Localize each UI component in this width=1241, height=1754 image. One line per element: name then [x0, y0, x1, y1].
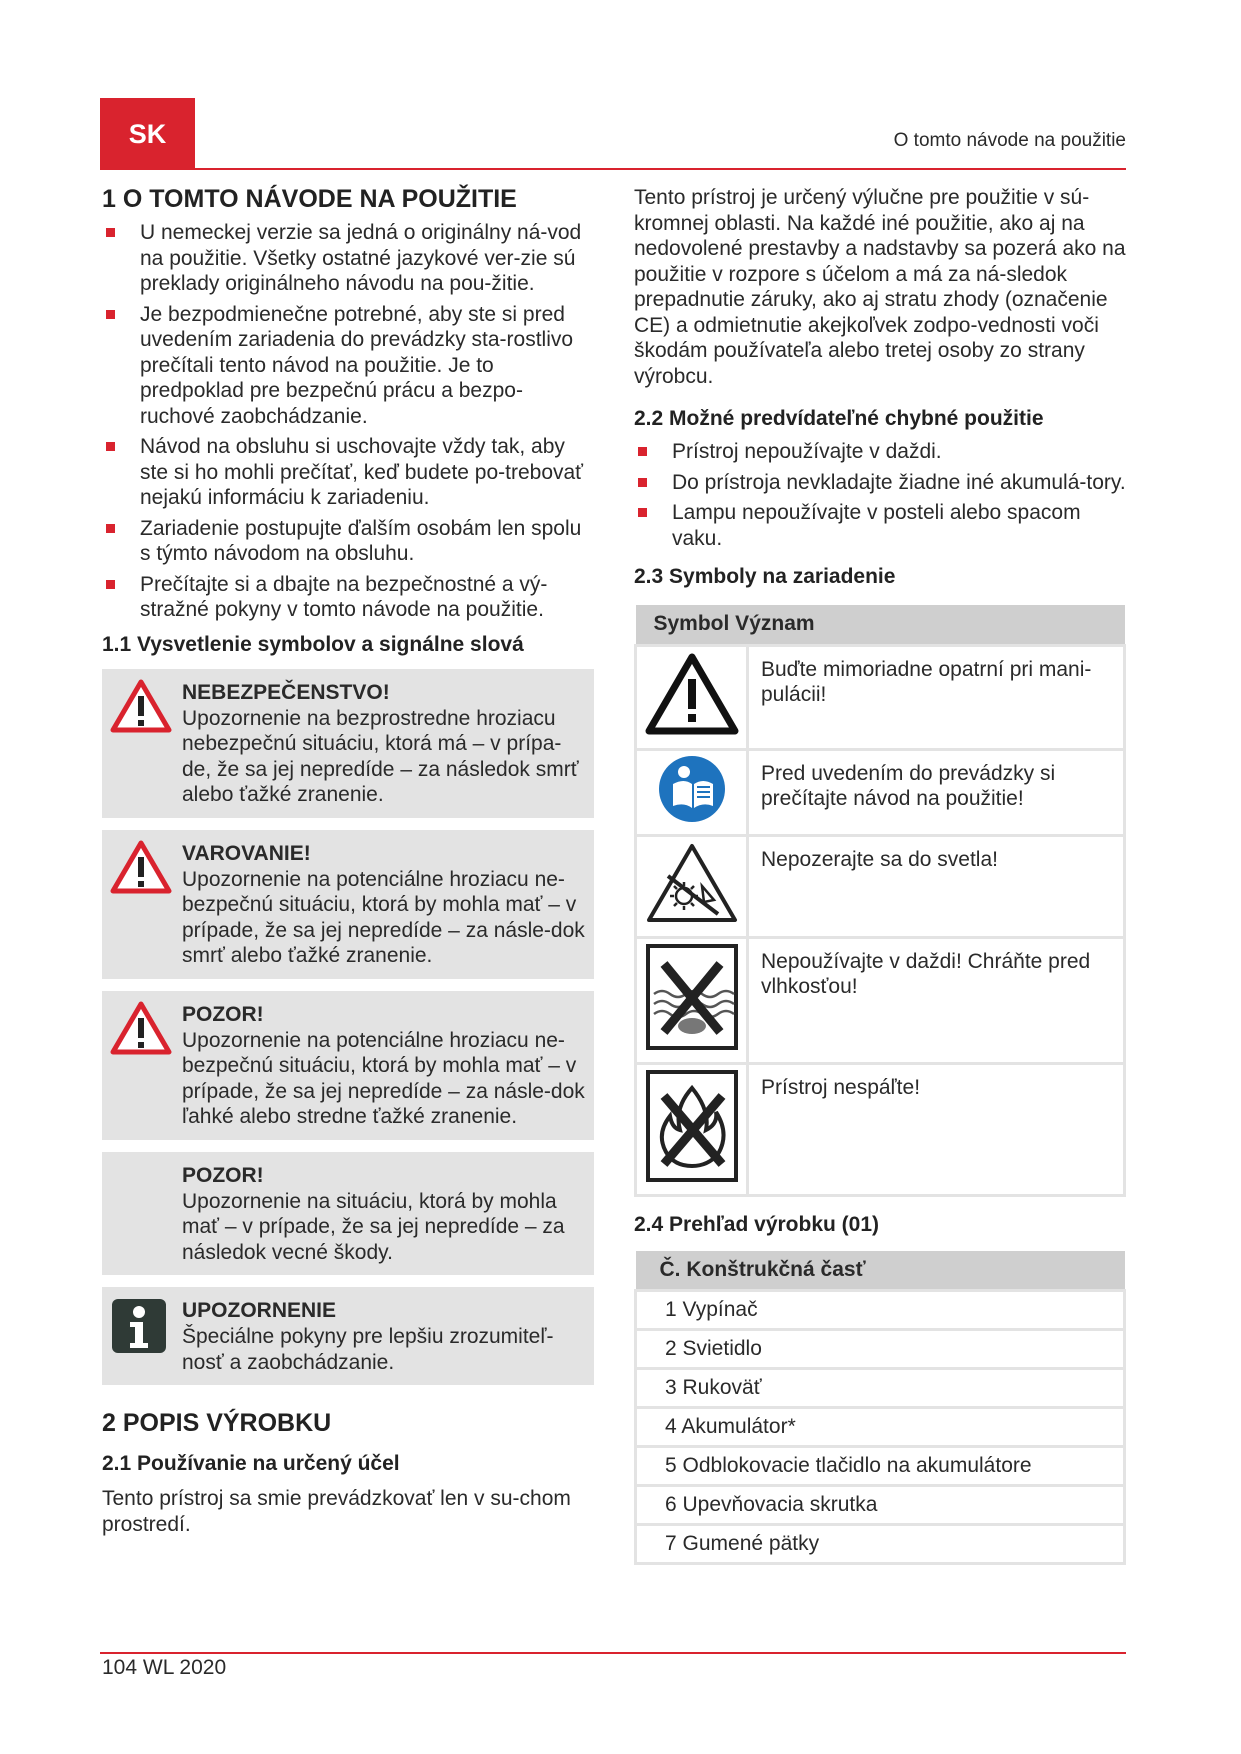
table-row [636, 1486, 1125, 1525]
table-cell: 5 Odblokovacie tlačidlo na akumulátore [636, 1447, 1125, 1486]
caution-property-title: POZOR! [182, 1163, 264, 1187]
footer-rule [100, 1652, 1126, 1654]
warning-text: Upozornenie na potenciálne hroziacu ne-bezpečnú situáciu, ktorá by mohla mať – v prípade, že sa jej nepredíde – za násle-dok smrť alebo ťažké zranenie. [182, 867, 585, 967]
list-item: Prístroj nepoužívajte v daždi. [634, 439, 1126, 465]
parts-table-header: Č. Konštrukčná časť [636, 1251, 1125, 1291]
notice-box [102, 1287, 594, 1385]
symbol-meaning: Nepozerajte sa do svetla! [748, 835, 1125, 937]
list-item: Je bezpodmienečne potrebné, aby ste si pred uvedením zariadenia do prevádzky sta-rostlivo prečítali tento návod na použitie. Je to predpoklad pre bezpečnú prácu a bezpo-ruchové zaobchádzanie. [102, 302, 594, 430]
table-cell: 3 Rukoväť [636, 1369, 1125, 1408]
list-item: Zariadenie postupujte ďalším osobám len spolu s týmto návodom na obsluhu. [102, 516, 594, 567]
warning-triangle-icon [110, 1001, 182, 1130]
table-row [636, 749, 1125, 835]
table-row [636, 1447, 1125, 1486]
running-header: O tomto návode na použitie [893, 130, 1126, 151]
table-row [636, 1408, 1125, 1447]
danger-text: Upozornenie na bezprostredne hroziacu nebezpečnú situáciu, ktorá má – v prípa-de, že sa jej nepredíde – za následok smrť alebo ťažké zranenie. [182, 706, 579, 806]
table-cell: 2 Svietidlo [636, 1330, 1125, 1369]
info-icon [110, 1297, 182, 1375]
caution-text: Upozornenie na potenciálne hroziacu ne-bezpečnú situáciu, ktorá by mohla mať – v prípade, že sa jej nepredíde – za násle-dok ľahké alebo stredne ťažké zranenie. [182, 1028, 585, 1128]
table-row [636, 937, 1125, 1063]
read-manual-icon [636, 749, 748, 835]
danger-box [102, 669, 594, 818]
section-2-1-text: Tento prístroj sa smie prevádzkovať len v su-chom prostredí. [102, 1487, 571, 1536]
section-1-heading: 1 O TOMTO NÁVODE NA POUŽITIE [102, 185, 517, 213]
list-item: U nemeckej verzie sa jedná o originálny ná-vod na použitie. Všetky ostatné jazykové ver-zie sú preklady originálneho návodu na pou-žitie. [102, 220, 594, 297]
misuse-bullets [634, 439, 1126, 551]
language-tab [100, 98, 195, 170]
caution-box [102, 991, 594, 1140]
no-rain-icon [636, 937, 748, 1063]
section-2-1-heading: 2.1 Používanie na určený účel [102, 1452, 400, 1475]
intended-use-text: Tento prístroj je určený výlučne pre použitie v sú-kromnej oblasti. Na každé iné použitie, ako aj na nedovolené prestavby a nadstavby sa pozerá ako na použitie v rozpore s účelom a má za ná-sledok prepadnutie záruky, ako aj stratu zhody (označenie CE) a odmietnutie akejkoľvek zodpo-vednosti voči škodám používateľa alebo tretej osoby zo strany výrobcu. [634, 186, 1126, 388]
language-code: SK [128, 118, 167, 149]
list-item: Prečítajte si a dbajte na bezpečnostné a vý-stražné pokyny v tomto návode na použitie. [102, 572, 594, 623]
caution-property-box [102, 1152, 594, 1276]
notice-text: Špeciálne pokyny pre lepšiu zrozumiteľ-nosť a zaobchádzanie. [182, 1325, 554, 1374]
symbols-table [634, 605, 1126, 1197]
section-2-heading: 2 POPIS VÝROBKU [102, 1409, 332, 1437]
symbol-meaning: Nepoužívajte v daždi! Chráňte pred vlhkosťou! [748, 937, 1125, 1063]
header-rule [100, 168, 1126, 170]
table-row [636, 1330, 1125, 1369]
right-column [634, 185, 1126, 1565]
table-row [636, 835, 1125, 937]
no-burning-icon [636, 1063, 748, 1195]
section-2-4-heading: 2.4 Prehľad výrobku (01) [634, 1212, 880, 1236]
list-item: Do prístroja nevkladajte žiadne iné akumulá-tory. [634, 470, 1126, 496]
section-1-bullets [102, 220, 594, 623]
symbol-meaning: Pred uvedením do prevádzky si prečítajte návod na použitie! [748, 749, 1125, 835]
table-row [636, 1525, 1125, 1564]
table-cell: 7 Gumené pätky [636, 1525, 1125, 1564]
warning-title: VAROVANIE! [182, 841, 311, 865]
section-2-3-heading: 2.3 Symboly na zariadenie [634, 565, 896, 588]
section-2-2-heading: 2.2 Možné predvídateľné chybné použitie [634, 407, 1044, 430]
table-cell: 4 Akumulátor* [636, 1408, 1125, 1447]
table-row [636, 645, 1125, 749]
notice-title: UPOZORNENIE [182, 1299, 337, 1322]
caution-property-text: Upozornenie na situáciu, ktorá by mohla mať – v prípade, že sa jej nepredíde – za následok vecné škody. [182, 1189, 565, 1264]
warning-triangle-icon [110, 840, 182, 969]
section-1-1-heading: 1.1 Vysvetlenie symbolov a signálne slová [102, 632, 524, 656]
symbol-meaning: Prístroj nespáľte! [748, 1063, 1125, 1195]
list-item: Lampu nepoužívajte v posteli alebo spacom vaku. [634, 500, 1126, 551]
warning-triangle-icon [636, 645, 748, 749]
parts-table [634, 1251, 1126, 1566]
no-looking-into-light-icon [636, 835, 748, 937]
warning-triangle-icon [110, 679, 182, 808]
warning-box [102, 830, 594, 979]
danger-title: NEBEZPEČENSTVO! [182, 680, 390, 704]
table-row [636, 1369, 1125, 1408]
table-row [636, 1063, 1125, 1195]
caution-title: POZOR! [182, 1002, 264, 1026]
left-column [102, 185, 594, 1537]
list-item: Návod na obsluhu si uschovajte vždy tak, aby ste si ho mohli prečítať, keď budete po-trebovať nejakú informáciu k zariadeniu. [102, 434, 594, 511]
table-cell: 6 Upevňovacia skrutka [636, 1486, 1125, 1525]
table-row [636, 1291, 1125, 1330]
page-number: 104 WL 2020 [102, 1656, 227, 1679]
symbol-meaning: Buďte mimoriadne opatrní pri mani-pulácii! [748, 645, 1125, 749]
table-cell: 1 Vypínač [636, 1291, 1125, 1330]
symbols-table-header: Symbol Význam [636, 605, 1125, 645]
